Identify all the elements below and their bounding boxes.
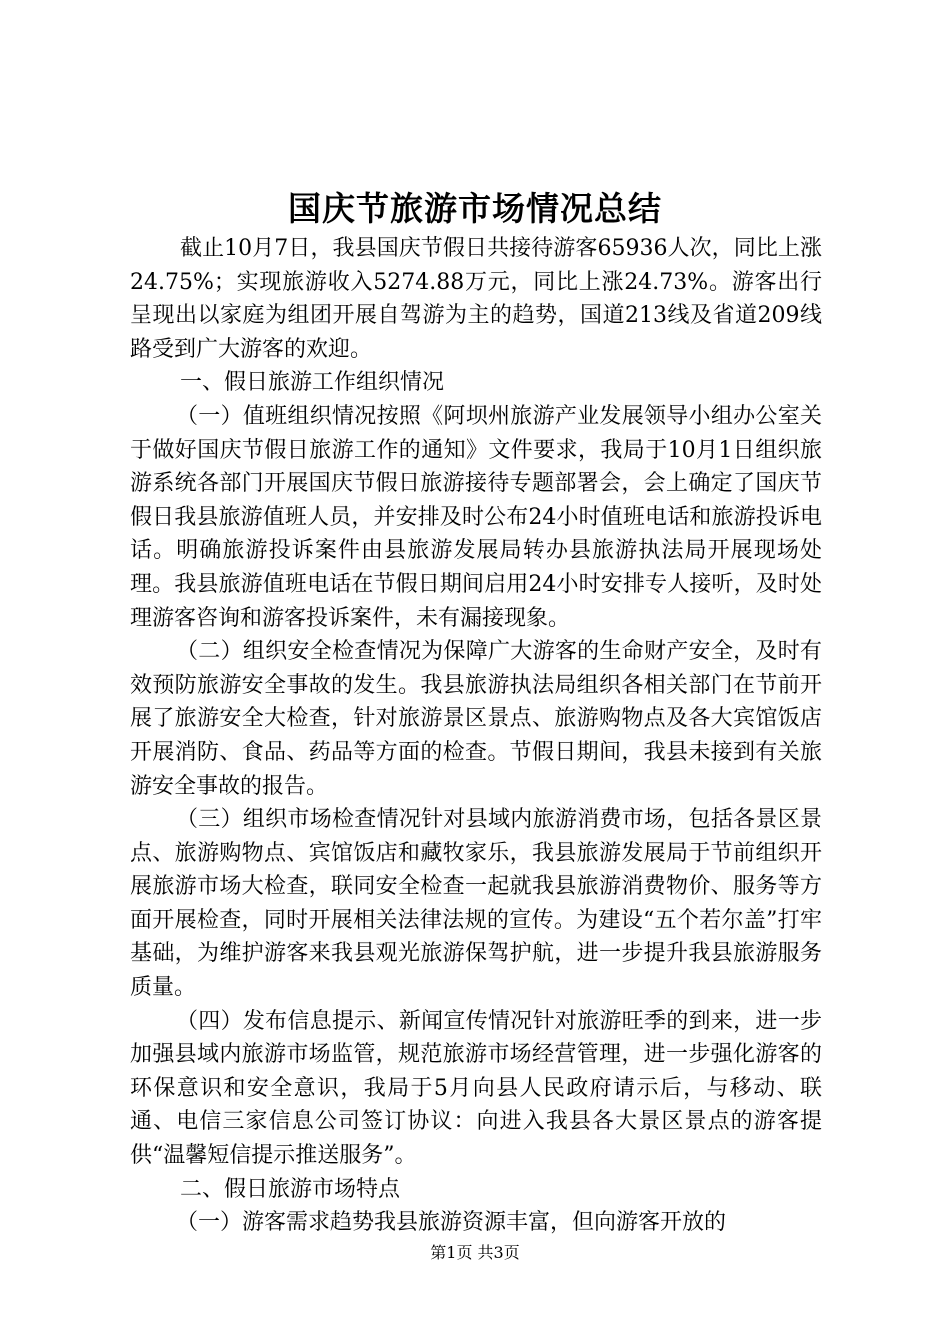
- section-heading-1: 一、假日旅游工作组织情况: [180, 370, 445, 396]
- page-footer: 第1页 共3页: [430, 1243, 520, 1262]
- paragraph-market-inspection: （三）组织市场检查情况针对县域内旅游消费市场，包括各景区景点、旅游购物点、宾馆饭店和藏牧家乐，我县旅游发展局于节前组织开展旅游市场大检查，联同安全检查一起就我县旅游消费物价、服务等方面开展检查，同时开展相关法律法规的宣传。为建设“五个若尔盖”打牢基础，为维护游客来我县观光旅游保驾护航，进一步提升我县旅游服务质量。: [130, 807, 822, 1001]
- paragraph-safety-inspection: （二）组织安全检查情况为保障广大游客的生命财产安全，及时有效预防旅游安全事故的发生。我县旅游执法局组织各相关部门在节前开展了旅游安全大检查，针对旅游景区景点、旅游购物点及各大宾馆饭店开展消防、食品、药品等方面的检查。节假日期间，我县未接到有关旅游安全事故的报告。: [130, 639, 822, 799]
- paragraph-info-publicity: （四）发布信息提示、新闻宣传情况针对旅游旺季的到来，进一步加强县域内旅游市场监管，规范旅游市场经营管理，进一步强化游客的环保意识和安全意识，我局于5月向县人民政府请示后，与移动、联通、电信三家信息公司签订协议：向进入我县各大景区景点的游客提供“温馨短信提示推送服务”。: [130, 1008, 822, 1169]
- document-body: [130, 232, 822, 1240]
- section-heading-2: 二、假日旅游市场特点: [180, 1176, 401, 1202]
- document-title: 国庆节旅游市场情况总结: [288, 189, 662, 228]
- paragraph-duty-organization: （一）值班组织情况按照《阿坝州旅游产业发展领导小组办公室关于做好国庆节假日旅游工作的通知》文件要求，我局于10月1日组织旅游系统各部门开展国庆节假日旅游接待专题部署会，会上确定了国庆节假日我县旅游值班人员，并安排及时公布24小时值班电话和旅游投诉电话。明确旅游投诉案件由县旅游发展局转办县旅游执法局开展现场处理。我县旅游值班电话在节假日期间启用24小时安排专人接听，及时处理游客咨询和游客投诉案件，未有漏接现象。: [130, 403, 822, 631]
- paragraph-visitor-demand: （一）游客需求趋势我县旅游资源丰富，但向游客开放的: [176, 1210, 727, 1236]
- paragraph-intro: 截止10月7日，我县国庆节假日共接待游客65936人次，同比上涨24.75%；实现旅游收入5274.88万元，同比上涨24.73%。游客出行呈现出以家庭为组团开展自驾游为主的趋势，国道213线及省道209线路受到广大游客的欢迎。: [130, 236, 822, 362]
